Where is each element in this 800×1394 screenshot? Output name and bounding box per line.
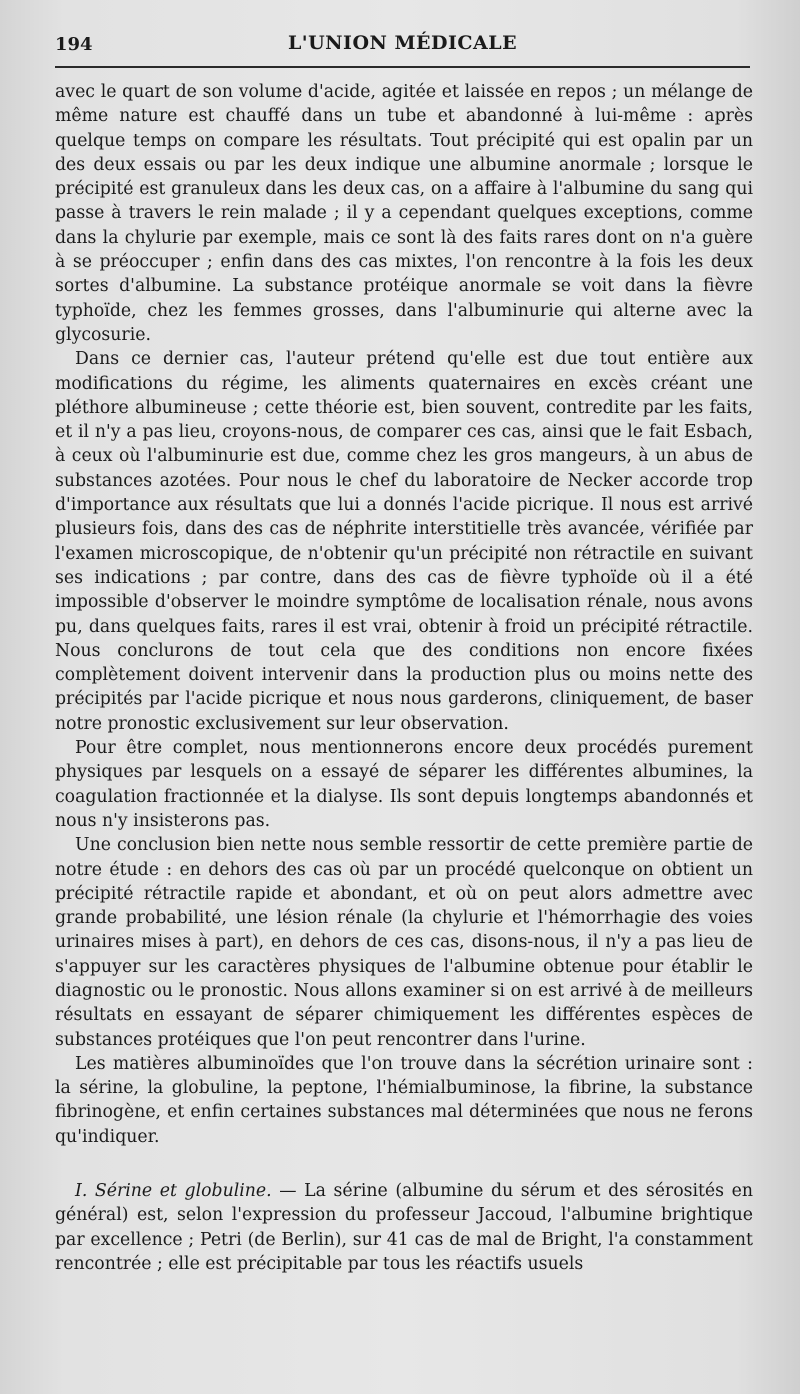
header-rule <box>55 66 750 68</box>
paragraph: Une conclusion bien nette nous semble ressortir de cette première partie de notre étude : en dehors des cas où par un procédé quelconque on obtient un précipité rétractile rapide et abondant, et où on peut alors admettre avec grande probabilité, une lésion rénale (la chylurie et l'hémorrhagie des voies urinaires mises à part), en dehors de ces cas, disons-nous, il n'y a pas lieu de s'appuyer sur les caractères physiques de l'albumine obtenue pour établir le diagnostic ou le pronostic. Nous allons examiner si on est arrivé à de meilleurs résultats en essayant de séparer chimiquement les différentes espèces de substances protéiques que l'on peut rencontrer dans l'urine. <box>55 835 753 1050</box>
section-text: — La sérine (albumine du sérum et des sérosités en général) est, selon l'expression du professeur Jaccoud, l'albumine brightique par excellence ; Petri (de Berlin), sur 41 cas de mal de Bright, l'a constamment rencontrée ; elle est précipitable par tous les réactifs usuels <box>55 1181 753 1274</box>
paragraph: avec le quart de son volume d'acide, agitée et laissée en repos ; un mélange de même nature est chauffé dans un tube et abandonné à lui-même : après quelque temps on compare les résultats. Tout précipité qui est opalin par un des deux essais ou par les deux indique une albumine anormale ; lorsque le précipité est granuleux dans les deux cas, on a affaire à l'albumine du sang qui passe à travers le rein malade ; il y a cependant quelques exceptions, comme dans la chylurie par exemple, mais ce sont là des faits rares dont on n'a guère à se préoccuper ; enfin dans des cas mixtes, l'on rencontre à la fois les deux sortes d'albumine. La substance protéique anormale se voit dans la fièvre typhoïde, chez les femmes grosses, dans l'albuminurie qui alterne avec la glycosurie. <box>55 82 753 345</box>
page-number: 194 <box>55 34 93 55</box>
body-text <box>55 80 753 1276</box>
paragraph: Pour être complet, nous mentionnerons encore deux procédés purement physiques par lesquels on a essayé de séparer les différentes albumines, la coagulation fractionnée et la dialyse. Ils sont depuis longtemps abandonnés et nous n'y insisterons pas. <box>55 738 753 831</box>
running-head <box>55 30 750 64</box>
paragraph: Les matières albuminoïdes que l'on trouve dans la sécrétion urinaire sont : la sérine, la globuline, la peptone, l'hémialbuminose, la fibrine, la substance fibrinogène, et enfin certaines substances mal déterminées que nous ne ferons qu'indiquer. <box>55 1053 753 1147</box>
section-title: I. Sérine et globuline. <box>75 1181 272 1202</box>
journal-title: L'UNION MÉDICALE <box>287 32 518 54</box>
section-paragraph <box>55 1179 753 1276</box>
paragraph: Dans ce dernier cas, l'auteur prétend qu'elle est due tout entière aux modifications du régime, les aliments quaternaires en excès créant une pléthore albumineuse ; cette théorie est, bien souvent, contredite par les faits, et il n'y a pas lieu, croyons-nous, de comparer ces cas, ainsi que le fait Esbach, à ceux où l'albuminurie est due, comme chez les gros mangeurs, à un abus de substances azotées. Pour nous le chef du laboratoire de Necker accorde trop d'importance aux résultats que lui a donnés l'acide picrique. Il nous est arrivé plusieurs fois, dans des cas de néphrite interstitielle très avancée, vérifiée par l'examen microscopique, de n'obtenir qu'un précipité non rétractile en suivant ses indications ; par contre, dans des cas de fièvre typhoïde où il a été impossible d'observer le moindre symptôme de localisation rénale, nous avons pu, dans quelques faits, rares il est vrai, obtenir à froid un précipité rétractile. Nous conclurons de tout cela que des conditions non encore fixées complètement doivent intervenir dans la production plus ou moins nette des précipités par l'acide picrique et nous nous garderons, cliniquement, de baser notre pronostic exclusivement sur leur observation. <box>55 349 753 734</box>
